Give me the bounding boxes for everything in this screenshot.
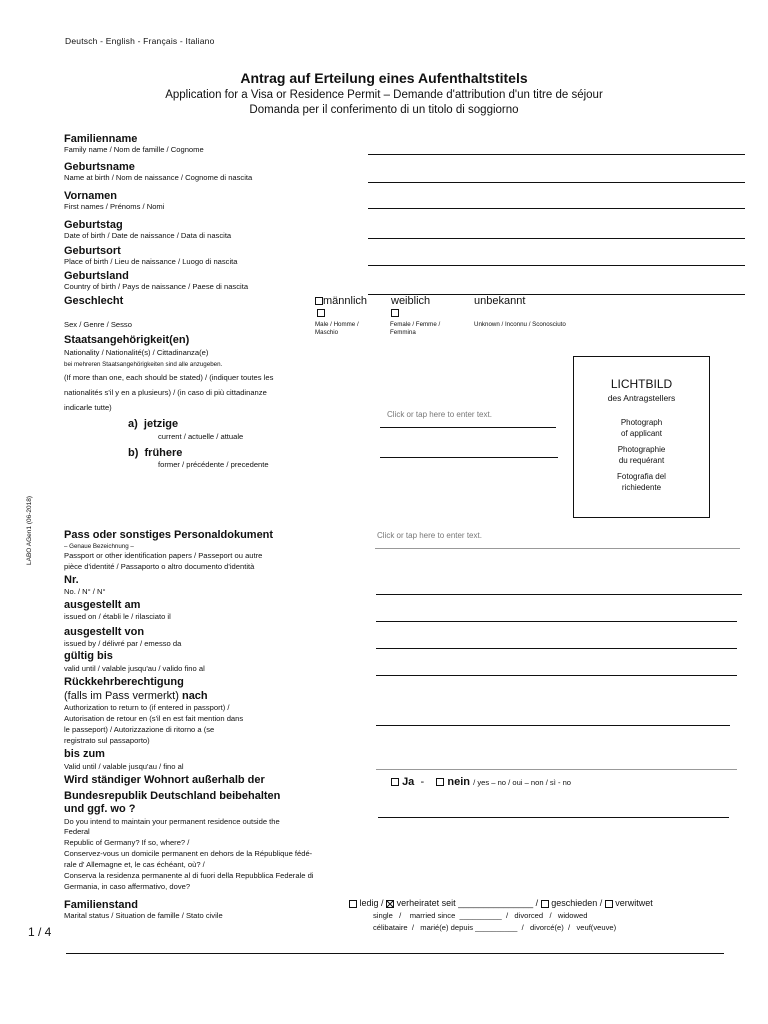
nationality-note-en: (If more than one, each should be stated) / (indiquer toutes les xyxy=(64,373,274,382)
birth-name-input[interactable] xyxy=(368,182,745,183)
dob-sublabel: Date of birth / Date de naissance / Data di nascita xyxy=(64,231,232,240)
male-label: männlich xyxy=(323,295,368,307)
surname-sublabel: Family name / Nom de famille / Cognome xyxy=(64,145,204,154)
passport-number-sublabel: No. / N° / N° xyxy=(64,587,106,596)
residence-sublabel-5: rale d' Allemagne et, le cas échéant, où? / xyxy=(64,860,205,869)
valid-until-label: gültig bis xyxy=(64,650,113,662)
issued-by-label: ausgestellt von xyxy=(64,626,145,638)
surname-input[interactable] xyxy=(368,154,745,155)
yes-checkbox[interactable] xyxy=(391,778,399,786)
residence-sublabel-7: Germania, in caso affermativo, dove? xyxy=(64,882,191,891)
return-sublabel-2: Autorisation de retour en (s'il en est fait mention dans xyxy=(64,714,244,723)
first-names-label: Vornamen xyxy=(64,190,117,202)
current-text: jetzige xyxy=(143,418,179,430)
birth-name-sublabel: Name at birth / Nom de naissance / Cognome di nascita xyxy=(64,173,253,182)
residence-sublabel-4: Conservez-vous un domicile permanent en dehors de la République fédé- xyxy=(64,849,313,858)
marital-options xyxy=(349,898,653,908)
photo-caption-fr-1: Photographie xyxy=(617,445,666,454)
photo-box xyxy=(573,356,710,518)
nationality-note-fr: nationalités s'il y en a plusieurs) / (in caso di più cittadinanze xyxy=(64,388,267,397)
cob-sublabel: Country of birth / Pays de naissance / Paese di nascita xyxy=(64,282,249,291)
passport-input[interactable] xyxy=(375,548,740,549)
residence-sublabel-3: Republic of Germany? If so, where? / xyxy=(64,838,190,847)
return-note: (falls im Pass vermerkt) xyxy=(64,690,179,702)
photo-caption-it xyxy=(574,472,709,493)
photo-caption-en-1: Photograph xyxy=(620,418,663,427)
bottom-divider xyxy=(66,953,724,954)
sex-label: Geschlecht xyxy=(64,295,124,307)
valid-until-sublabel: valid until / valable jusqu'au / valido fino al xyxy=(64,664,205,673)
surname-label: Familienname xyxy=(64,133,138,145)
issued-by-sublabel: issued by / délivré par / emesso da xyxy=(64,639,182,648)
single-label: ledig / xyxy=(359,898,384,908)
nationality-sublabel: Nationality / Nationalité(s) / Cittadinanza(e) xyxy=(64,348,209,357)
yes-no-sublabel: / yes – no / oui – non / sì - no xyxy=(473,778,572,787)
surname-field-label xyxy=(64,133,204,155)
residence-sublabel-1: Do you intend to maintain your permanent residence outside the xyxy=(64,817,280,826)
passport-placeholder[interactable]: Click or tap here to enter text. xyxy=(377,531,482,540)
former-nationality-label xyxy=(128,447,182,459)
first-names-sublabel: First names / Prénoms / Nomi xyxy=(64,202,165,211)
passport-sublabel-1: Passport or other identification papers / Passeport ou autre xyxy=(64,551,263,560)
return-authorization-label-2 xyxy=(64,690,208,702)
photo-caption-en xyxy=(574,418,709,439)
form-title: Antrag auf Erteilung eines Aufenthaltstitels xyxy=(240,70,528,86)
residence-label-1: Wird ständiger Wohnort außerhalb der xyxy=(64,774,265,786)
female-sublabel: Female / Femme / Femmina xyxy=(390,321,441,336)
nationality-placeholder[interactable]: Click or tap here to enter text. xyxy=(387,410,492,419)
marital-sublabel: Marital status / Situation de famille / Stato civile xyxy=(64,911,223,920)
marital-options-fr: célibataire / marié(e) depuis __________ / divorcé(e) / veuf(veuve) xyxy=(373,923,617,932)
pob-sublabel: Place of birth / Lieu de naissance / Luogo di nascita xyxy=(64,257,238,266)
passport-hint: – Genaue Bezeichnung – xyxy=(64,543,134,550)
page-number: 1 / 4 xyxy=(28,925,52,939)
photo-caption-it-2: richiedente xyxy=(621,482,662,492)
sex-option-male[interactable] xyxy=(315,295,367,307)
unknown-label: unbekannt xyxy=(474,295,526,307)
male-checkbox-2[interactable] xyxy=(317,309,325,317)
form-code: LABO AGen1 (06-2018) xyxy=(26,495,33,565)
nationality-note-it: indicarle tutte) xyxy=(64,403,112,412)
former-nationality-sublabel: former / précédente / precedente xyxy=(158,460,269,469)
passport-sublabel-2: pièce d'identité / Passaporto o altro documento d'identità xyxy=(64,562,255,571)
form-subtitle-it: Domanda per il conferimento di un titolo di soggiorno xyxy=(249,104,519,116)
yes-label: Ja xyxy=(402,776,415,788)
former-nationality-input[interactable] xyxy=(380,457,558,458)
photo-caption-en-2: of applicant xyxy=(621,428,662,438)
issued-on-input[interactable] xyxy=(376,621,737,622)
passport-number-input[interactable] xyxy=(376,594,742,595)
return-until-sublabel: Valid until / valable jusqu'au / fino al xyxy=(64,762,184,771)
return-sublabel-1: Authorization to return to (if entered in passport) / xyxy=(64,703,230,712)
married-checked-icon[interactable] xyxy=(386,900,394,908)
male-sublabel: Male / Homme / Maschio xyxy=(315,321,359,336)
passport-number-label: Nr. xyxy=(64,574,79,586)
photo-caption-fr-2: du requérant xyxy=(618,455,665,465)
dob-label: Geburtstag xyxy=(64,219,123,231)
form-subtitle-en-fr: Application for a Visa or Residence Permit – Demande d'attribution d'un titre de séjour xyxy=(165,89,603,101)
passport-label: Pass oder sonstiges Personaldokument xyxy=(64,529,274,541)
dob-input[interactable] xyxy=(368,238,745,239)
divorced-label: geschieden / xyxy=(551,898,603,908)
former-text: frühere xyxy=(144,447,183,459)
photo-caption-it-1: Fotografia del xyxy=(617,472,666,481)
issued-by-input[interactable] xyxy=(376,648,737,649)
residence-yes-no xyxy=(391,776,571,788)
issued-on-label: ausgestellt am xyxy=(64,599,141,611)
residence-label-3: und ggf. wo ? xyxy=(64,803,136,815)
return-until-input[interactable] xyxy=(376,769,737,770)
birth-name-label: Geburtsname xyxy=(64,161,135,173)
sex-sublabel: Sex / Genre / Sesso xyxy=(64,320,132,329)
return-until-label: bis zum xyxy=(64,748,105,760)
pob-field-label xyxy=(64,245,238,267)
first-names-field-label xyxy=(64,190,164,212)
former-prefix: b) xyxy=(128,447,139,459)
first-names-input[interactable] xyxy=(368,208,745,209)
yes-no-dash: - xyxy=(420,776,425,788)
pob-label: Geburtsort xyxy=(64,245,121,257)
photo-caption-fr xyxy=(574,445,709,466)
cob-label: Geburtsland xyxy=(64,270,129,282)
birth-name-field-label xyxy=(64,161,252,183)
nationality-label: Staatsangehörigkeit(en) xyxy=(64,334,190,346)
issued-on-sublabel: issued on / établi le / rilasciato il xyxy=(64,612,171,621)
return-sublabel-4: registrato sul passaporto) xyxy=(64,736,150,745)
residence-where-input[interactable] xyxy=(378,817,729,818)
return-authorization-input[interactable] xyxy=(376,725,730,726)
residence-sublabel-6: Conserva la residenza permanente al di fuori della Repubblica Federale di xyxy=(64,871,314,880)
photo-title: LICHTBILD xyxy=(610,377,673,391)
no-label: nein xyxy=(447,776,471,788)
valid-until-input[interactable] xyxy=(376,675,737,676)
widowed-label: verwitwet xyxy=(615,898,653,908)
single-checkbox[interactable] xyxy=(349,900,357,908)
residence-sublabel-2: Federal xyxy=(64,827,90,836)
dob-field-label xyxy=(64,219,231,241)
return-sublabel-3: le passeport) / Autorizzazione di ritorno a (se xyxy=(64,725,215,734)
residence-label-2: Bundesrepublik Deutschland beibehalten xyxy=(64,790,281,802)
return-nach: nach xyxy=(181,690,208,702)
current-nationality-sublabel: current / actuelle / attuale xyxy=(158,432,244,441)
married-label: verheiratet seit _______________ / xyxy=(396,898,539,908)
divorced-checkbox[interactable] xyxy=(541,900,549,908)
photo-subtitle: des Antragstellers xyxy=(607,393,676,403)
current-nationality-label xyxy=(128,418,178,430)
cob-field-label xyxy=(64,270,248,292)
female-checkbox[interactable] xyxy=(391,309,399,317)
widowed-checkbox[interactable] xyxy=(605,900,613,908)
male-checkbox[interactable] xyxy=(315,297,323,305)
no-checkbox[interactable] xyxy=(436,778,444,786)
language-selector[interactable]: Deutsch - English - Français - Italiano xyxy=(65,36,215,46)
current-prefix: a) xyxy=(128,418,138,430)
nationality-note-de: bei mehreren Staatsangehörigkeiten sind alle anzugeben. xyxy=(64,361,223,368)
current-nationality-input[interactable] xyxy=(380,427,556,428)
unknown-sublabel: Unknown / Inconnu / Sconosciuto xyxy=(474,321,566,328)
return-authorization-label: Rückkehrberechtigung xyxy=(64,676,184,688)
marital-options-en: single / married since __________ / divorced / widowed xyxy=(373,911,588,920)
pob-input[interactable] xyxy=(368,265,745,266)
female-label: weiblich xyxy=(391,295,431,307)
marital-label: Familienstand xyxy=(64,899,138,911)
